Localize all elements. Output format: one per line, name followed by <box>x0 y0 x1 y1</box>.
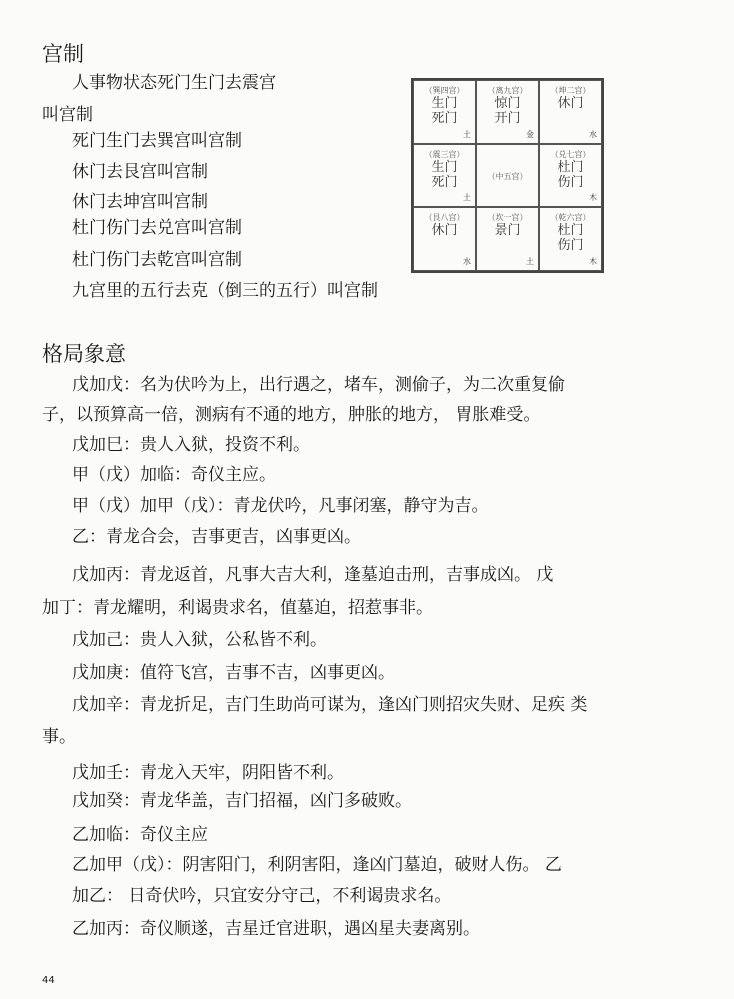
text-line: 戊加癸：青龙华盖，吉门招福，凶门多破败。 <box>72 791 412 811</box>
palace-name: （乾六宫） <box>550 213 591 223</box>
text-line: 乙：青龙合会，吉事更吉，凶事更凶。 <box>72 527 361 547</box>
text-line: 九宫里的五行去克（倒三的五行）叫宫制 <box>72 281 378 301</box>
gate-name: 伤门 <box>557 174 584 190</box>
gate-name: 死门 <box>431 174 458 190</box>
text-line: 乙加丙：奇仪顺遂，吉星迁官进职，遇凶星夫妻离别。 <box>72 919 480 939</box>
text-line: 杜门伤门去乾宫叫宫制 <box>72 250 242 270</box>
palace-name: （艮八宫） <box>424 213 465 223</box>
palace-cell <box>476 207 539 271</box>
text-line: 戊加戊：名为伏吟为上，出行遇之，堵车，测偷子，为二次重复偷 <box>72 375 565 395</box>
palace-name: （中五宫） <box>487 171 528 181</box>
text-line: 加乙： 日奇伏吟，只宜安分守己，不利谒贵求名。 <box>72 886 452 906</box>
palace-cell <box>413 207 476 271</box>
gate-name: 景门 <box>494 223 521 239</box>
text-line: 乙加甲（戊）：阴害阳门，利阴害阳，逢凶门墓迫，破财人伤。 乙 <box>72 855 562 875</box>
text-line: 戊加丙：青龙返首，凡事大吉大利，逢墓迫击刑，吉事成凶。 戊 <box>72 565 554 585</box>
gate-name: 杜门 <box>557 159 584 175</box>
element-label: 水 <box>589 129 597 139</box>
section-title-gongzhi: 宫制 <box>42 42 84 66</box>
palace-cell <box>539 144 602 208</box>
palace-name: （坤二宫） <box>550 86 591 95</box>
gate-name: 生门 <box>431 159 458 175</box>
gate-name: 惊门 <box>494 96 521 111</box>
text-line: 戊加庚：值符飞宫，吉事不吉，凶事更凶。 <box>72 663 395 683</box>
text-line: 戊加辛：青龙折足，吉门生助尚可谋为，逢凶门则招灾失财、足疾 类 <box>72 695 588 715</box>
text-line: 加丁：青龙耀明，利谒贵求名，值墓迫，招惹事非。 <box>42 598 433 618</box>
text-line: 死门生门去巽宫叫宫制 <box>72 131 242 151</box>
palace-name: （坎一宫） <box>487 213 528 223</box>
palace-cell <box>476 80 539 144</box>
element-label: 土 <box>526 257 534 266</box>
element-label: 土 <box>463 129 471 139</box>
gate-name: 休门 <box>431 223 458 239</box>
palace-name: （兑七宫） <box>550 149 591 159</box>
section-title-geju: 格局象意 <box>42 342 126 366</box>
text-line: 人事物状态死门生门去震宫 <box>72 73 276 93</box>
text-line: 休门去坤宫叫宫制 <box>72 192 208 212</box>
gate-name: 生门 <box>431 96 458 111</box>
text-line: 事。 <box>42 727 76 747</box>
gate-name: 死门 <box>431 111 458 126</box>
text-line: 甲（戊）加临：奇仪主应。 <box>72 465 276 485</box>
text-line: 休门去艮宫叫宫制 <box>72 162 208 182</box>
text-line: 乙加临：奇仪主应 <box>72 825 208 845</box>
element-label: 水 <box>463 257 471 266</box>
element-label: 木 <box>589 193 597 203</box>
element-label: 金 <box>526 129 534 139</box>
gate-name: 杜门 <box>557 223 584 239</box>
palace-name: （巽四宫） <box>424 86 465 95</box>
palace-cell <box>476 144 539 208</box>
text-line: 甲（戊）加甲（戊）：青龙伏吟，凡事闭塞，静守为吉。 <box>72 496 489 516</box>
palace-name: （震三宫） <box>424 149 465 159</box>
element-label: 木 <box>589 257 597 266</box>
palace-name: （离九宫） <box>487 86 528 95</box>
gate-name: 伤门 <box>557 238 584 254</box>
palace-cell <box>413 144 476 208</box>
nine-palace-grid <box>411 78 604 273</box>
text-line: 杜门伤门去兑宫叫宫制 <box>72 218 242 238</box>
text-line: 戊加壬：青龙入天牢，阴阳皆不利。 <box>72 763 344 783</box>
text-line: 叫宫制 <box>42 105 93 125</box>
text-line: 戊加己：贵人入狱，公私皆不利。 <box>72 630 327 650</box>
element-label: 土 <box>463 193 471 203</box>
palace-cell <box>539 80 602 144</box>
text-line: 戊加巳：贵人入狱，投资不利。 <box>72 435 310 455</box>
text-line: 子，以预算高一倍，测病有不通的地方，肿胀的地方， 胃胀难受。 <box>42 405 541 425</box>
page-number: 44 <box>42 975 55 986</box>
palace-cell <box>413 80 476 144</box>
gate-name: 开门 <box>494 111 521 126</box>
palace-cell <box>539 207 602 271</box>
gate-name: 休门 <box>557 96 584 111</box>
